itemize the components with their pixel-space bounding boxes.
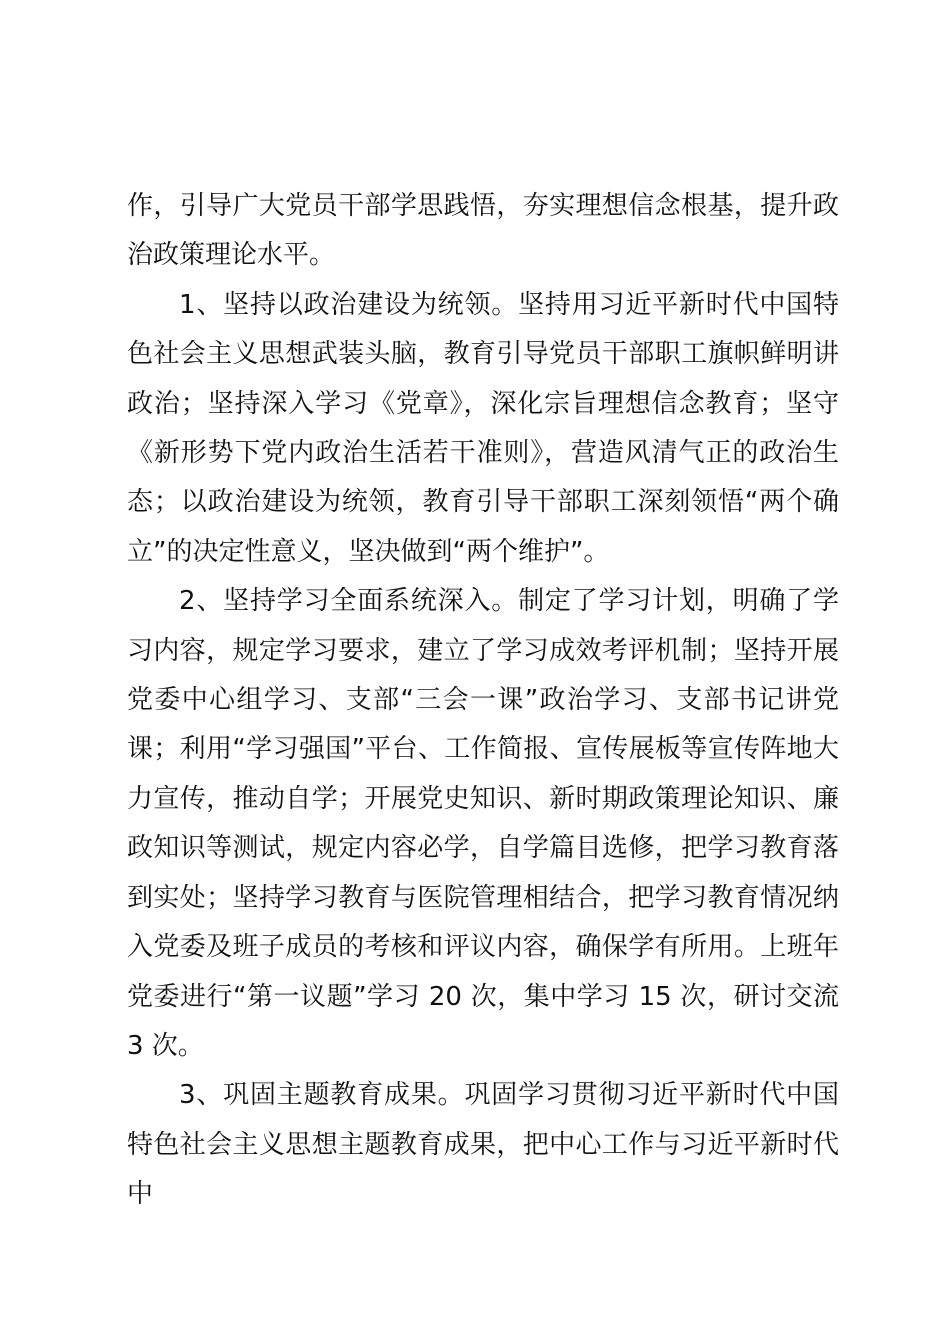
- paragraph-item-1: 1、坚持以政治建设为统领。坚持用习近平新时代中国特色社会主义思想武装头脑，教育引导党员干部职工旗帜鲜明讲政治；坚持深入学习《党章》，深化宗旨理想信念教育；坚守《新形势下党内政治生活若干准则》，营造风清气正的政治生态；以政治建设为统领，教育引导干部职工深刻领悟“两个确立”的决定性意义，坚决做到“两个维护”。: [127, 289, 839, 567]
- paragraph-item-3: 3、巩固主题教育成果。巩固学习贯彻习近平新时代中国特色社会主义思想主题教育成果，把中心工作与习近平新时代中: [127, 1080, 839, 1210]
- paragraph-continued: 作，引导广大党员干部学思践悟，夯实理想信念根基，提升政治政策理论水平。: [127, 191, 839, 271]
- document-body: [127, 182, 839, 1220]
- paragraph-item-2: 2、坚持学习全面系统深入。制定了学习计划，明确了学习内容，规定学习要求，建立了学习成效考评机制；坚持开展党委中心组学习、支部“三会一课”政治学习、支部书记讲党课；利用“学习强国”平台、工作简报、宣传展板等宣传阵地大力宣传，推动自学；开展党史知识、新时期政策理论知识、廉政知识等测试，规定内容必学，自学篇目选修，把学习教育落到实处；坚持学习教育与医院管理相结合，把学习教育情况纳入党委及班子成员的考核和评议内容，确保学有所用。上班年党委进行“第一议题”学习 20 次，集中学习 15 次，研讨交流 3 次。: [127, 586, 839, 1061]
